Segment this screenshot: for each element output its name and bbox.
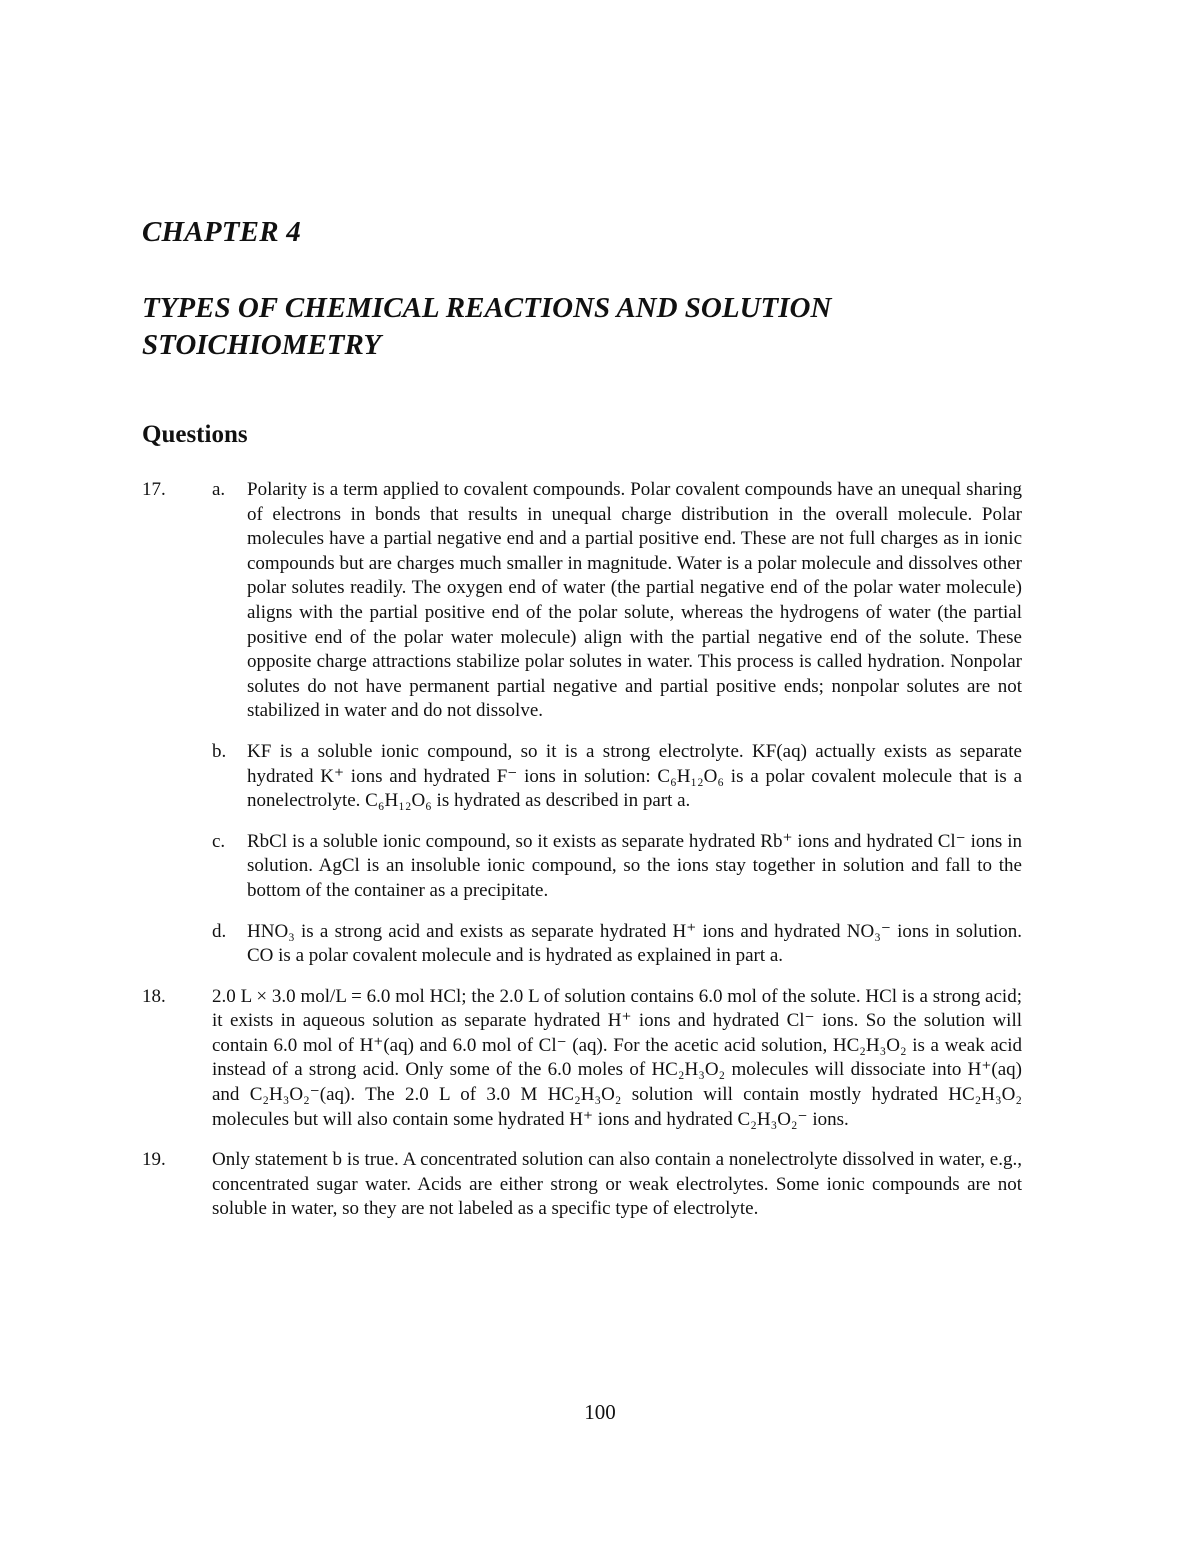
question-text: Only statement b is true. A concentrated solution can also contain a nonelectrolyte dissolved in water, e.g., concentrated sugar water. Acids are either strong or weak electrolytes. Some ionic compounds are not soluble in water, so they are not labeled as a specific type of electrolyte. [212, 1149, 1022, 1220]
question-number: 17. [142, 479, 166, 500]
question-item-a [212, 478, 1022, 724]
item-letter: a. [212, 479, 226, 500]
chapter-heading: CHAPTER 4 [142, 216, 301, 248]
question-body [212, 478, 1022, 969]
question-17 [142, 478, 1022, 969]
page-number: 100 [584, 1400, 616, 1424]
question-19 [142, 1148, 1022, 1222]
item-letter: b. [212, 740, 227, 762]
section-heading: Questions [142, 421, 248, 448]
questions-list [142, 478, 1022, 1222]
item-text: Polarity is a term applied to covalent compounds. Polar covalent compounds have an unequal sharing of electrons in bonds that results in unequal charge distribution in the overall molecule. Polar molecules have a partial negative end and a partial positive end. These are not full charges as in ionic compounds but are charges much smaller in magnitude. Water is a polar molecule and dissolves other polar solutes readily. The oxygen end of water (the partial negative end of the polar water molecule) aligns with the partial positive end of the polar solute, whereas the hydrogens of water (the partial positive end of the polar water molecule) align with the partial negative end of the solute. These opposite charge attractions stabilize polar solutes in water. This process is called hydration. Nonpolar solutes do not have permanent partial negative and partial positive ends; nonpolar solutes are not stabilized in water and do not dissolve. [247, 479, 1022, 722]
question-number: 18. [142, 985, 166, 1007]
question-text: 2.0 L × 3.0 mol/L = 6.0 mol HCl; the 2.0 L of solution contains 6.0 mol of the solute. HCl is a strong acid; it exists in aqueous solution as separate hydrated H⁺ ions and hydrated Cl⁻ ions. So the solution will contain 6.0 mol of H⁺(aq) and 6.0 mol of Cl⁻ (aq). For the acetic acid solution, HC₂H₃O₂ is a weak acid instead of a strong acid. Only some of the 6.0 moles of HC₂H₃O₂ molecules will dissociate into H⁺(aq) and C₂H₃O₂⁻(aq). The 2.0 L of 3.0 M HC₂H₃O₂ solution will contain mostly hydrated HC₂H₃O₂ molecules but will also contain some hydrated H⁺ ions and hydrated C₂H₃O₂⁻ ions. [212, 985, 1022, 1130]
item-text: RbCl is a soluble ionic compound, so it exists as separate hydrated Rb⁺ ions and hydrated Cl⁻ ions in solution. AgCl is an insoluble ionic compound, so the ions stay together in solution and fall to the bottom of the container as a precipitate. [247, 830, 1022, 901]
item-text: HNO₃ is a strong acid and exists as separate hydrated H⁺ ions and hydrated NO₃⁻ ions in solution. CO is a polar covalent molecule and is hydrated as explained in part a. [247, 920, 1022, 967]
question-number: 19. [142, 1149, 166, 1171]
chapter-title: TYPES OF CHEMICAL REACTIONS AND SOLUTION STOICHIOMETRY [142, 292, 832, 361]
question-item-d [212, 920, 1022, 969]
question-item-b [212, 740, 1022, 814]
question-18 [142, 985, 1022, 1133]
question-item-c [212, 830, 1022, 904]
item-letter: d. [212, 920, 227, 942]
item-letter: c. [212, 830, 226, 852]
item-text: KF is a soluble ionic compound, so it is a strong electrolyte. KF(aq) actually exists as separate hydrated K⁺ ions and hydrated F⁻ ions in solution: C₆H₁₂O₆ is a polar covalent molecule that is a nonelectrolyte. C₆H₁₂O₆ is hydrated as described in part a. [247, 740, 1022, 812]
